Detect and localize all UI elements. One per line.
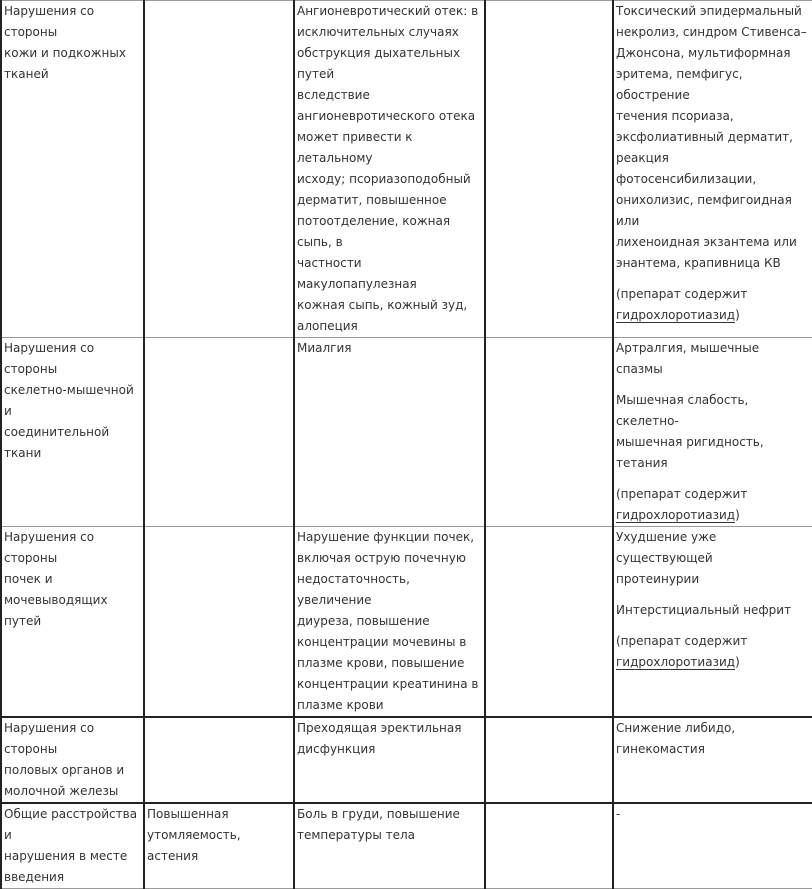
text-line: почек и xyxy=(4,572,53,586)
text-line: течения псориаза, xyxy=(616,109,734,123)
text-line: эксфолиативный дерматит, xyxy=(616,130,793,144)
text-line: кожи и подкожных xyxy=(4,46,126,60)
text-line: введения xyxy=(4,870,65,884)
text-line: онихолизис, пемфигоидная или xyxy=(616,193,792,228)
cell-system-organ-class xyxy=(1,527,144,718)
text-line: Джонсона, мультиформная xyxy=(616,46,791,60)
paragraph xyxy=(616,804,810,825)
table-row-reproductive xyxy=(1,717,812,803)
text-line: Миалгия xyxy=(297,341,352,355)
paragraph xyxy=(616,390,810,474)
text-line: некролиз, синдром Стивенса– xyxy=(616,25,807,39)
text-line: Преходящая эректильная xyxy=(297,721,462,735)
cell-frequency-col2 xyxy=(294,717,485,803)
table-row-renal xyxy=(1,527,812,718)
text-line: обструкция дыхательных путей xyxy=(297,46,461,81)
note-prefix: (препарат содержит xyxy=(616,634,748,648)
cell-frequency-col1 xyxy=(144,1,294,338)
text-line: - xyxy=(616,807,621,821)
paragraph xyxy=(616,600,810,621)
text-line: Мышечная слабость, скелетно- xyxy=(616,393,749,428)
note-suffix: ) xyxy=(735,508,740,522)
cell-frequency-col4 xyxy=(613,803,812,889)
note-suffix: ) xyxy=(735,308,740,322)
table-row-skin xyxy=(1,1,812,338)
cell-frequency-col3 xyxy=(485,803,613,889)
cell-frequency-col2 xyxy=(294,803,485,889)
cell-frequency-col2 xyxy=(294,527,485,718)
drug-note xyxy=(616,284,810,326)
text-line: частности макулопапулезная xyxy=(297,256,417,291)
text-line: нарушения в месте xyxy=(4,849,128,863)
text-line: Нарушения со стороны xyxy=(4,341,95,376)
text-line: дисфункция xyxy=(297,742,376,756)
cell-system-organ-class xyxy=(1,1,144,338)
hydrochlorothiazide-link[interactable]: гидрохлоротиазид xyxy=(616,508,736,522)
text-line: диуреза, повышение xyxy=(297,614,430,628)
text-line: концентрации мочевины в xyxy=(297,635,467,649)
note-prefix: (препарат содержит xyxy=(616,487,748,501)
cell-frequency-col1 xyxy=(144,717,294,803)
paragraph xyxy=(616,718,810,760)
text-line: половых органов и xyxy=(4,763,125,777)
text-line: гинекомастия xyxy=(616,742,705,756)
cell-system-organ-class xyxy=(1,717,144,803)
text-line: может привести к летальному xyxy=(297,130,413,165)
text-line: кожная сыпь, кожный зуд, xyxy=(297,298,468,312)
text-line: тканей xyxy=(4,67,49,81)
text-line: реакция фотосенсибилизации, xyxy=(616,151,757,186)
hydrochlorothiazide-link[interactable]: гидрохлоротиазид xyxy=(616,655,736,669)
text-line: плазме крови xyxy=(297,698,384,712)
cell-frequency-col2 xyxy=(294,1,485,338)
note-prefix: (препарат содержит xyxy=(616,287,748,301)
text-line: Повышенная xyxy=(147,807,229,821)
text-line: Артралгия, мышечные спазмы xyxy=(616,341,760,376)
text-line: Боль в груди, повышение xyxy=(297,807,460,821)
text-line: утомляемость, астения xyxy=(147,828,241,863)
text-line: скелетно-мышечной и xyxy=(4,383,134,418)
note-line xyxy=(616,305,810,326)
text-line: недостаточность, увеличение xyxy=(297,572,410,607)
text-line: лихеноидная экзантема или xyxy=(616,235,797,249)
text-line: Снижение либидо, xyxy=(616,721,736,735)
text-line: соединительной ткани xyxy=(4,425,110,460)
text-line: концентрации креатинина в xyxy=(297,677,479,691)
cell-frequency-col2 xyxy=(294,338,485,527)
note-line xyxy=(616,652,810,673)
cell-frequency-col4 xyxy=(613,717,812,803)
text-line: потоотделение, кожная сыпь, в xyxy=(297,214,451,249)
text-line: ангионевротического отека xyxy=(297,109,476,123)
table-row-musculoskeletal xyxy=(1,338,812,527)
paragraph xyxy=(616,1,810,274)
cell-frequency-col4 xyxy=(613,338,812,527)
note-line xyxy=(616,505,810,526)
drug-note xyxy=(616,631,810,673)
cell-frequency-col1 xyxy=(144,338,294,527)
text-line: мочевыводящих путей xyxy=(4,593,108,628)
cell-frequency-col3 xyxy=(485,527,613,718)
text-line: Общие расстройства и xyxy=(4,807,138,842)
cell-system-organ-class xyxy=(1,803,144,889)
text-line: температуры тела xyxy=(297,828,416,842)
text-line: исключительных случаях xyxy=(297,25,459,39)
text-line: алопеция xyxy=(297,319,358,333)
hydrochlorothiazide-link[interactable]: гидрохлоротиазид xyxy=(616,308,736,322)
text-line: вследствие xyxy=(297,88,370,102)
text-line: молочной железы xyxy=(4,784,119,798)
drug-note xyxy=(616,484,810,526)
cell-frequency-col4 xyxy=(613,1,812,338)
cell-frequency-col3 xyxy=(485,717,613,803)
text-line: энантема, крапивница КВ xyxy=(616,256,781,270)
text-line: исходу; псориазоподобный xyxy=(297,172,471,186)
cell-frequency-col3 xyxy=(485,338,613,527)
cell-frequency-col1 xyxy=(144,527,294,718)
text-line: Нарушение функции почек, xyxy=(297,530,475,544)
cell-frequency-col1 xyxy=(144,803,294,889)
cell-frequency-col3 xyxy=(485,1,613,338)
text-line: Нарушения со стороны xyxy=(4,4,95,39)
paragraph xyxy=(616,527,810,590)
text-line: Ангионевротический отек: в xyxy=(297,4,479,18)
text-line: включая острую почечную xyxy=(297,551,466,565)
table-body xyxy=(1,1,812,889)
text-line: мышечная ригидность, тетания xyxy=(616,435,764,470)
table-row-general-disorders xyxy=(1,803,812,889)
text-line: эритема, пемфигус, обострение xyxy=(616,67,743,102)
paragraph xyxy=(616,338,810,380)
cell-frequency-col4 xyxy=(613,527,812,718)
note-suffix: ) xyxy=(735,655,740,669)
text-line: дерматит, повышенное xyxy=(297,193,447,207)
text-line: Нарушения со стороны xyxy=(4,721,95,756)
text-line: Ухудшение уже существующей xyxy=(616,530,717,565)
text-line: Интерстициальный нефрит xyxy=(616,603,792,617)
text-line: протеинурии xyxy=(616,572,700,586)
text-line: Токсический эпидермальный xyxy=(616,4,802,18)
text-line: плазме крови, повышение xyxy=(297,656,465,670)
cell-system-organ-class xyxy=(1,338,144,527)
text-line: Нарушения со стороны xyxy=(4,530,95,565)
